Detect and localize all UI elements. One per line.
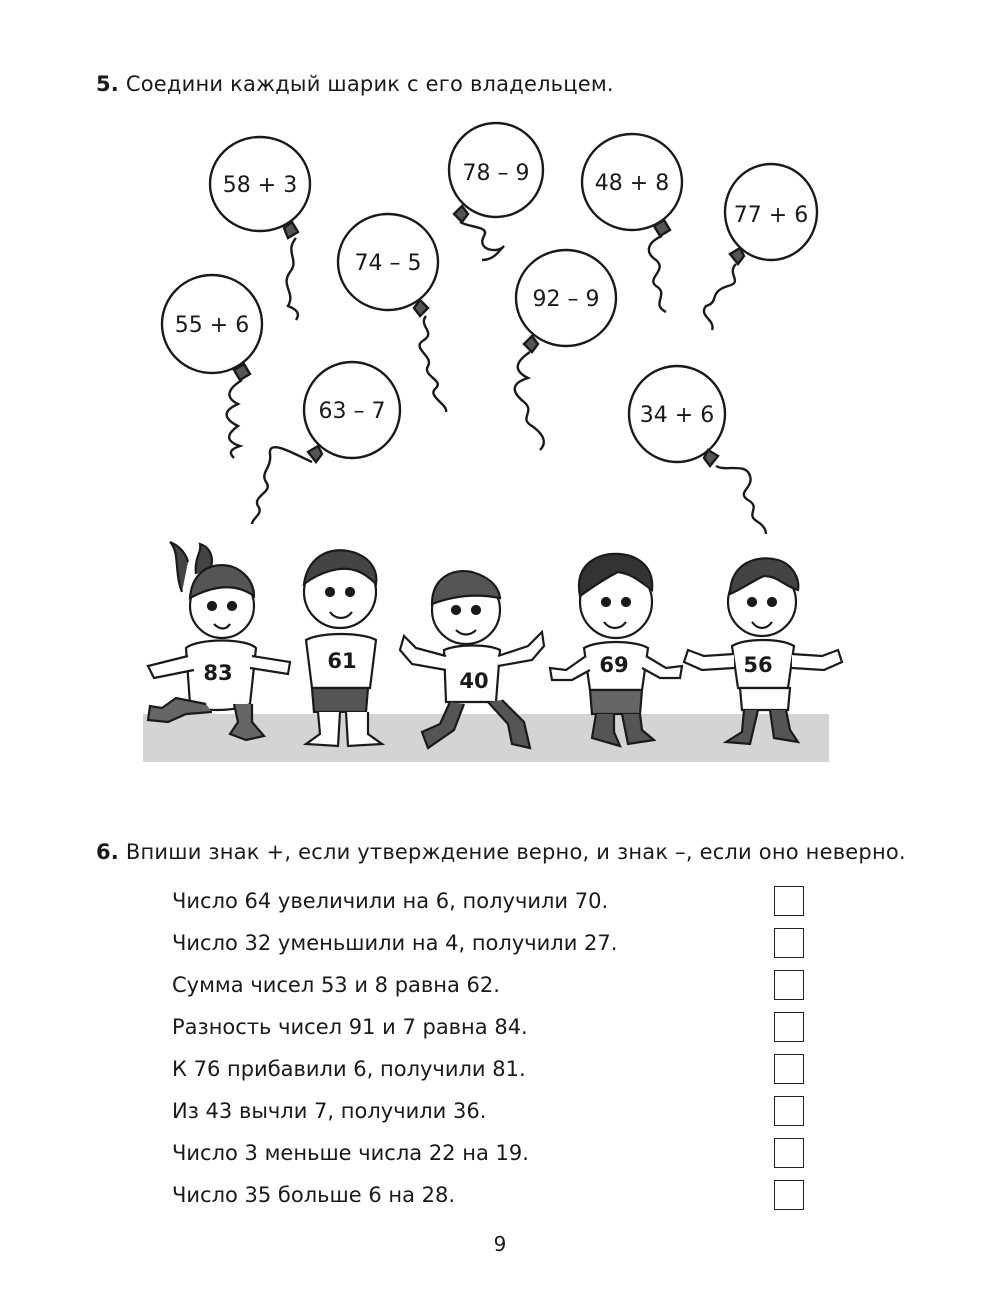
kid-shirt-number: 40 xyxy=(459,669,489,693)
answer-box[interactable] xyxy=(774,886,804,916)
balloon[interactable] xyxy=(629,366,766,534)
statement-row xyxy=(172,1174,822,1216)
task-5-text: Соедини каждый шарик с его владельцем. xyxy=(125,72,614,96)
statement-row xyxy=(172,880,822,922)
balloon[interactable] xyxy=(252,362,400,524)
balloon-label: 92 – 9 xyxy=(532,287,600,312)
balloon-label: 48 + 8 xyxy=(594,171,670,196)
task-5-number: 5. xyxy=(96,72,119,96)
statement-row xyxy=(172,922,822,964)
answer-box[interactable] xyxy=(774,1054,804,1084)
page-number: 9 xyxy=(493,1232,507,1256)
statement-text: Сумма чисел 53 и 8 равна 62. xyxy=(172,973,500,997)
task-6-number: 6. xyxy=(96,840,119,864)
balloon[interactable] xyxy=(515,250,616,450)
balloon-label: 77 + 6 xyxy=(733,203,809,228)
statement-text: Число 35 больше 6 на 28. xyxy=(172,1183,456,1207)
statement-text: К 76 прибавили 6, получили 81. xyxy=(172,1057,526,1081)
kid-shirt-number: 83 xyxy=(203,661,233,685)
statement-row xyxy=(172,1006,822,1048)
statements-list xyxy=(172,880,822,1216)
balloon-label: 78 – 9 xyxy=(462,161,530,186)
statement-row xyxy=(172,1132,822,1174)
balloon[interactable] xyxy=(162,275,262,458)
kid-figure[interactable] xyxy=(148,542,290,740)
balloon[interactable] xyxy=(210,137,310,320)
answer-box[interactable] xyxy=(774,970,804,1000)
balloon-label: 74 – 5 xyxy=(354,251,422,276)
kid-shirt-number: 69 xyxy=(599,653,629,677)
statement-text: Число 64 увеличили на 6, получили 70. xyxy=(172,889,609,913)
answer-box[interactable] xyxy=(774,1012,804,1042)
statement-row xyxy=(172,964,822,1006)
answer-box[interactable] xyxy=(774,1096,804,1126)
task-6-text: Впиши знак +, если утверждение верно, и знак –, если оно неверно. xyxy=(125,840,906,864)
answer-box[interactable] xyxy=(774,928,804,958)
statement-text: Из 43 вычли 7, получили 36. xyxy=(172,1099,487,1123)
balloon[interactable] xyxy=(704,164,817,330)
kid-shirt-number: 56 xyxy=(743,653,773,677)
balloon-label: 58 + 3 xyxy=(222,173,298,198)
statement-text: Число 32 уменьшили на 4, получили 27. xyxy=(172,931,618,955)
statement-text: Число 3 меньше числа 22 на 19. xyxy=(172,1141,529,1165)
balloon[interactable] xyxy=(449,123,543,260)
balloon-label: 63 – 7 xyxy=(318,399,386,424)
statement-text: Разность чисел 91 и 7 равна 84. xyxy=(172,1015,528,1039)
statement-row xyxy=(172,1048,822,1090)
balloon-label: 34 + 6 xyxy=(639,403,715,428)
task-6-title xyxy=(96,840,906,864)
balloon[interactable] xyxy=(582,134,682,312)
statement-row xyxy=(172,1090,822,1132)
balloon-label: 55 + 6 xyxy=(174,313,250,338)
answer-box[interactable] xyxy=(774,1138,804,1168)
kid-shirt-number: 61 xyxy=(327,649,357,673)
answer-box[interactable] xyxy=(774,1180,804,1210)
